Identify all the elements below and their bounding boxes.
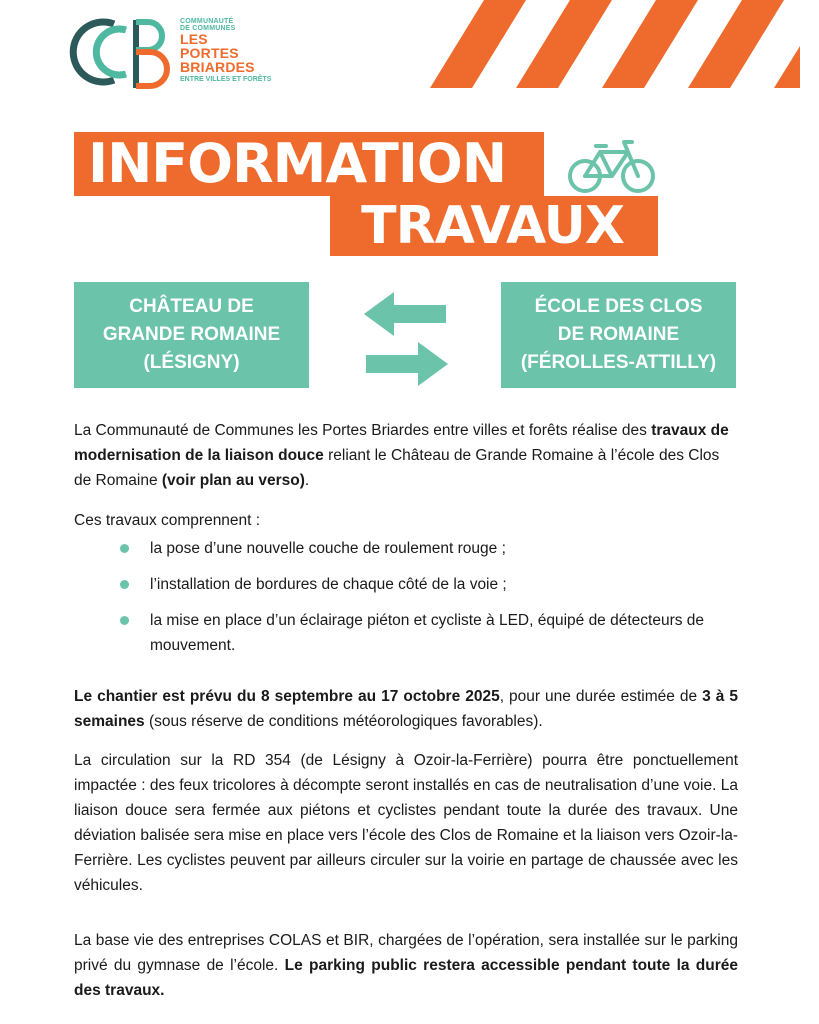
logo-line1: COMMUNAUTÉ <box>180 18 234 25</box>
schedule-paragraph <box>74 684 738 734</box>
intro-text-3: . <box>304 472 310 489</box>
bullet-dot <box>120 580 129 589</box>
place-left-line1: CHÂTEAU DE <box>129 296 254 317</box>
base-bold-1: Le parking public restera accessible pendant toute la durée des travaux. <box>74 957 738 999</box>
place-left-line3: (LÉSIGNY) <box>143 352 240 373</box>
intro-bold-2: (voir plan au verso) <box>161 472 305 489</box>
bicycle-icon <box>566 138 658 196</box>
logo-briardes: BRIARDES <box>180 59 255 75</box>
bullet-dot <box>120 616 129 625</box>
logo-text <box>180 18 271 83</box>
list-item-text: la mise en place d’un éclairage piéton et cycliste à LED, équipé de détecteurs de mouvement. <box>150 612 705 654</box>
place-right-line3: (FÉROLLES-ATTILLY) <box>520 352 717 373</box>
works-list <box>120 536 740 669</box>
place-right-line1: ÉCOLE DES CLOS <box>534 296 703 317</box>
list-item <box>120 608 740 658</box>
place-left-line2: GRANDE ROMAINE <box>102 324 281 345</box>
place-right-line2: DE ROMAINE <box>557 324 680 345</box>
schedule-bold-2: 3 à 5 semaines <box>74 688 738 730</box>
schedule-bold-1: Le chantier est prévu du 8 septembre au 17 octobre 2025 <box>74 688 500 705</box>
base-paragraph <box>74 928 738 1003</box>
logo-tagline: ENTRE VILLES ET FORÊTS <box>180 76 272 83</box>
list-item-text: l’installation de bordures de chaque côté de la voie ; <box>150 576 507 593</box>
swap-arrows-icon <box>362 292 450 386</box>
logo-les: LES <box>180 31 208 47</box>
place-ecole-clos-romaine <box>501 282 736 388</box>
bullet-dot <box>120 544 129 553</box>
intro-text-2: reliant le Château de Grande Romaine à l’école des Clos de Romaine <box>74 447 720 489</box>
base-text-1: La base vie des entreprises COLAS et BIR, chargées de l’opération, sera installée sur le parking privé du gymnase de l’école. <box>74 932 738 974</box>
list-item <box>120 572 740 597</box>
schedule-text-1: , pour une durée estimée de <box>499 688 703 705</box>
decorative-stripes <box>430 0 800 88</box>
title-travaux: TRAVAUX <box>330 196 658 256</box>
works-lead: Ces travaux comprennent : <box>74 512 261 529</box>
logo-line2: DE COMMUNES <box>180 25 236 32</box>
place-chateau-grande-romaine <box>74 282 309 388</box>
intro-paragraph <box>74 418 738 493</box>
schedule-text-2: (sous réserve de conditions météorologiques favorables). <box>144 713 543 730</box>
logo-portes: PORTES <box>180 45 239 61</box>
title-information: INFORMATION <box>74 132 544 196</box>
list-item-text: la pose d’une nouvelle couche de roulement rouge ; <box>150 540 506 557</box>
intro-text-1: La Communauté de Communes les Portes Briardes entre villes et forêts réalise des <box>74 422 652 439</box>
intro-bold-1: travaux de modernisation de la liaison douce <box>74 422 729 464</box>
traffic-paragraph: La circulation sur la RD 354 (de Lésigny à Ozoir-la-Ferrière) pourra être ponctuellement impactée : des feux tricolores à décompte seront installés en cas de neutralisation d’une voie. La liaison douce sera fermée aux piétons et cyclistes pendant toute la durée des travaux. Une déviation balisée sera mise en place vers l’école des Clos de Romaine et la liaison vers Ozoir-la-Ferrière. Les cyclistes peuvent par ailleurs circuler sur la voirie en partage de chaussée avec les véhicules. <box>74 752 738 894</box>
list-item <box>120 536 740 561</box>
